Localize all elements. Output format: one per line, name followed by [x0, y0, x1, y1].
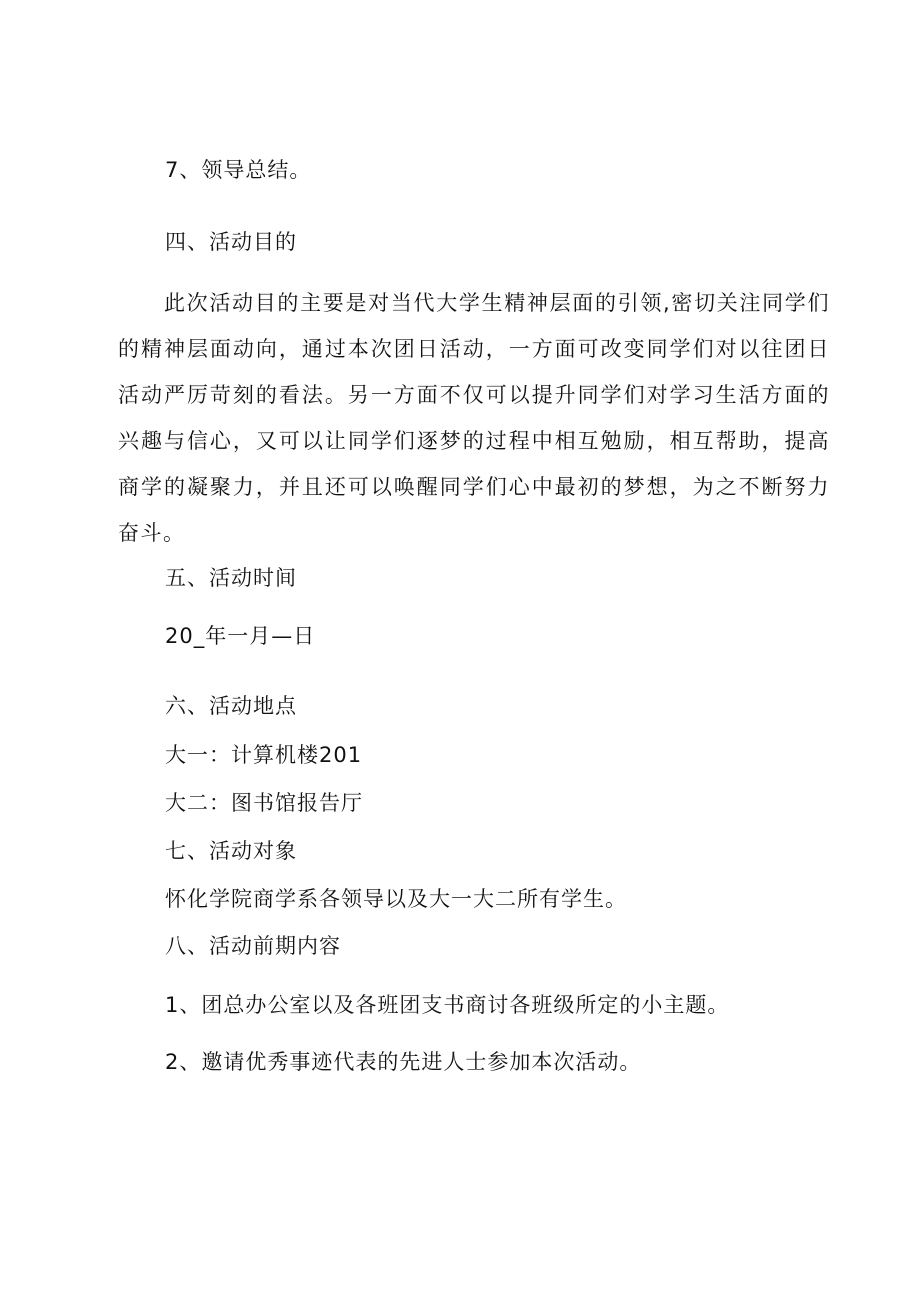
purpose-paragraph: 此次活动目的主要是对当代大学生精神层面的引领,密切关注同学们的精神层面动向，通过本次团日活动，一方面可改变同学们对以往团日活动严厉苛刻的看法。另一方面不仅可以提升同学们对学习生活方面的兴趣与信心，又可以让同学们逐梦的过程中相互勉励，相互帮助，提高商学的凝聚力，并且还可以唤醒同学们心中最初的梦想，为之不断努力奋斗。 — [118, 291, 830, 545]
activity-time-value: 20_年一月—日 — [165, 624, 316, 648]
section-heading-preparation: 八、活动前期内容 — [165, 934, 341, 958]
section-heading-time: 五、活动时间 — [165, 566, 297, 590]
list-item-leader-summary: 7、领导总结。 — [165, 158, 312, 182]
location-sophomore: 大二：图书馆报告厅 — [165, 791, 363, 815]
section-heading-audience: 七、活动对象 — [165, 839, 297, 863]
preparation-item-1: 1、团总办公室以及各班团支书商讨各班级所定的小主题。 — [165, 993, 730, 1017]
section-heading-purpose: 四、活动目的 — [165, 230, 297, 254]
preparation-item-2: 2、邀请优秀事迹代表的先进人士参加本次活动。 — [165, 1050, 642, 1074]
section-heading-location: 六、活动地点 — [165, 694, 297, 718]
location-freshman: 大一：计算机楼201 — [165, 743, 363, 767]
audience-value: 怀化学院商学系各领导以及大一大二所有学生。 — [165, 887, 627, 911]
